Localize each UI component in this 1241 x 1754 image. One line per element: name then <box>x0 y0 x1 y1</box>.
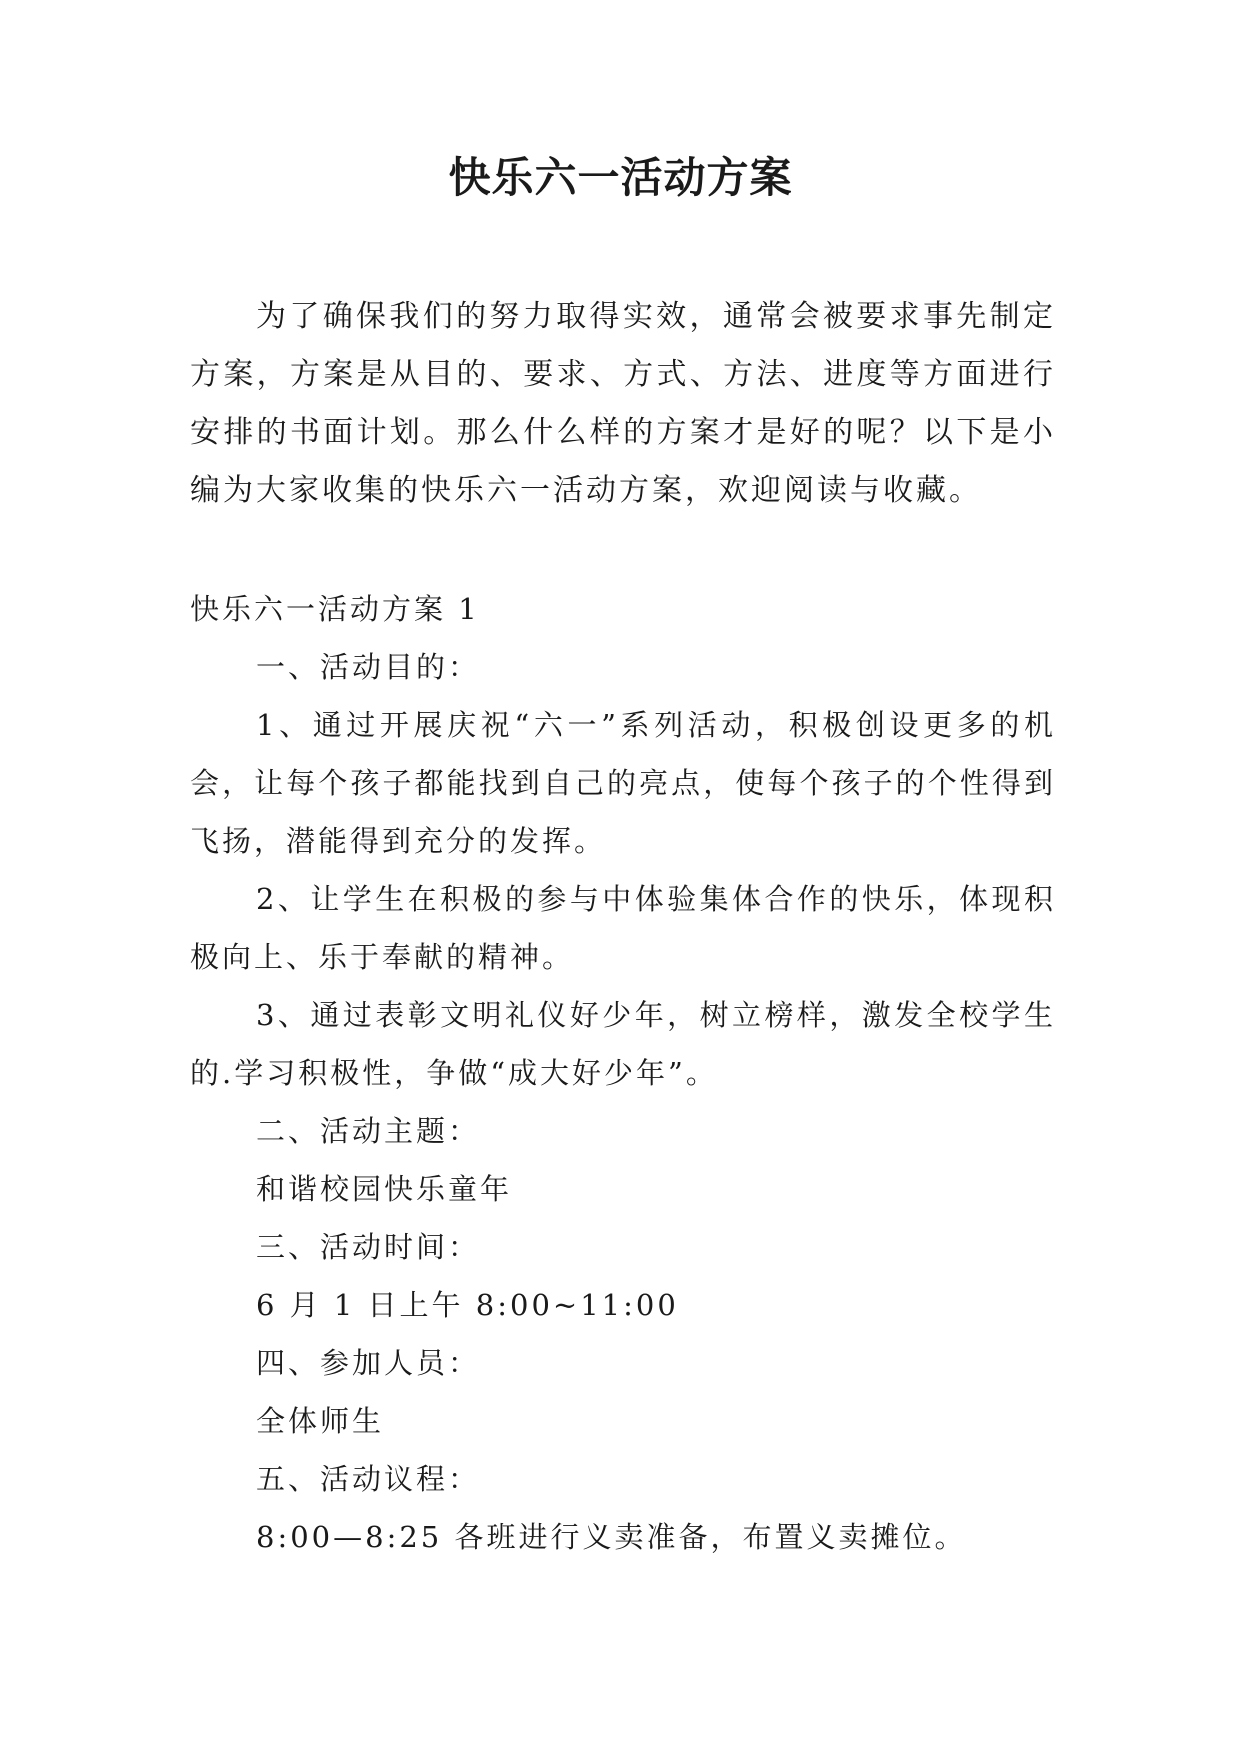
participants-text: 全体师生 <box>256 1404 385 1438</box>
time-text: 6 月 1 日上午 8:00~11:00 <box>256 1288 679 1322</box>
document-title: 快乐六一活动方案 <box>448 153 793 202</box>
theme-text: 和谐校园快乐童年 <box>256 1172 513 1206</box>
goal-item-3: 3、通过表彰文明礼仪好少年，树立榜样，激发全校学生的.学习积极性，争做“成大好少年”。 <box>190 998 1056 1090</box>
heading-goal: 一、活动目的： <box>256 650 481 684</box>
intro-paragraph: 为了确保我们的努力取得实效，通常会被要求事先制定方案，方案是从目的、要求、方式、方法、进度等方面进行安排的书面计划。那么什么样的方案才是好的呢？以下是小编为大家收集的快乐六一活动方案，欢迎阅读与收藏。 <box>190 299 1056 508</box>
heading-time: 三、活动时间： <box>256 1230 481 1264</box>
agenda-item-1: 8:00—8:25 各班进行义卖准备，布置义卖摊位。 <box>256 1520 967 1554</box>
heading-theme: 二、活动主题： <box>256 1114 481 1148</box>
goal-item-1: 1、通过开展庆祝“六一”系列活动，积极创设更多的机会，让每个孩子都能找到自己的亮点，使每个孩子的个性得到飞扬，潜能得到充分的发挥。 <box>190 708 1056 858</box>
heading-agenda: 五、活动议程： <box>256 1462 481 1496</box>
heading-participants: 四、参加人员： <box>256 1346 481 1380</box>
section-heading: 快乐六一活动方案 1 <box>190 592 480 626</box>
document-body <box>190 580 1056 1566</box>
goal-item-2: 2、让学生在积极的参与中体验集体合作的快乐，体现积极向上、乐于奉献的精神。 <box>190 882 1056 974</box>
